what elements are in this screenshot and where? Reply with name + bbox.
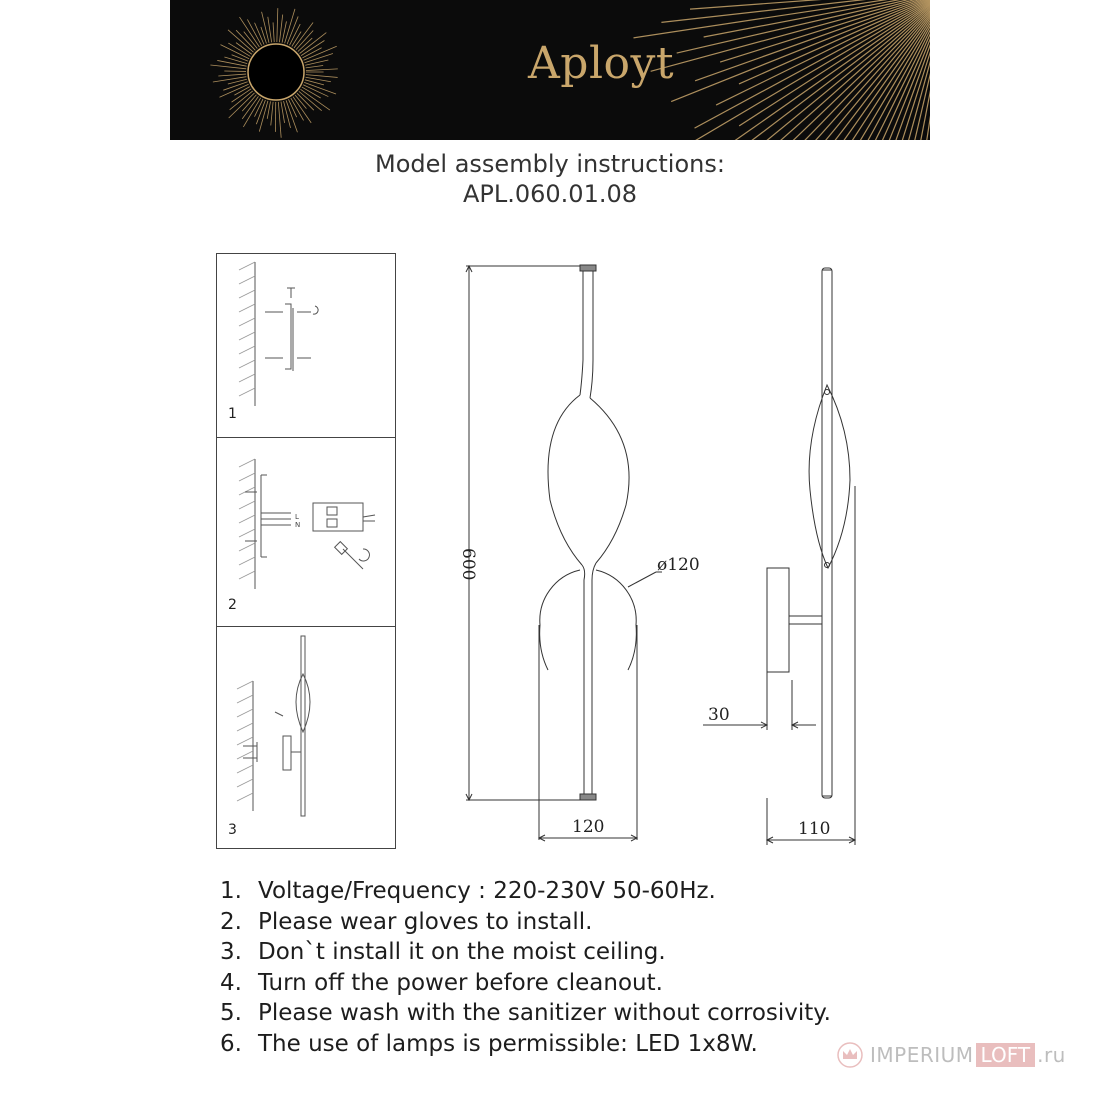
step-3-illustration <box>217 626 395 848</box>
list-item <box>220 937 831 968</box>
note-text: Turn off the power before cleanout. <box>258 969 663 996</box>
notes-list <box>220 876 831 1059</box>
header-banner <box>170 0 930 140</box>
diameter-label: ø120 <box>657 555 700 575</box>
watermark-text: IMPERIUM <box>870 1043 974 1067</box>
note-text: Please wash with the sanitizer without corrosivity. <box>258 1000 831 1026</box>
step-1-illustration <box>217 254 395 437</box>
watermark-domain: .ru <box>1037 1043 1066 1067</box>
note-number: 4. <box>220 969 242 996</box>
wiring-label-neutral: N <box>295 521 301 529</box>
depth-label: 30 <box>708 705 730 725</box>
list-item <box>220 907 831 938</box>
list-item <box>220 1029 831 1060</box>
step-number: 2 <box>228 597 237 613</box>
dimension-drawing <box>430 250 880 850</box>
step-number: 3 <box>228 822 237 838</box>
crown-logo-icon <box>830 1040 870 1070</box>
list-item <box>220 998 831 1029</box>
note-number: 5. <box>220 1000 242 1026</box>
brand-logo-text: Aployt <box>528 38 675 89</box>
list-item <box>220 876 831 907</box>
step-number: 1 <box>228 406 237 422</box>
note-number: 6. <box>220 1030 242 1057</box>
note-text: The use of lamps is permissible: LED 1x8W. <box>258 1030 758 1057</box>
step-panel-1 <box>217 254 395 438</box>
assembly-steps-panel <box>216 253 396 849</box>
front-width-label: 120 <box>572 817 605 837</box>
list-item <box>220 968 831 999</box>
step-2-illustration <box>217 437 395 626</box>
note-text: Please wear gloves to install. <box>258 908 593 935</box>
watermark <box>830 1040 1066 1070</box>
wiring-label-live: L <box>295 513 299 521</box>
step-panel-2 <box>217 437 395 627</box>
note-number: 3. <box>220 939 242 965</box>
watermark-highlight: LOFT <box>976 1043 1036 1067</box>
document-title: Model assembly instructions: <box>375 150 725 178</box>
model-number: APL.060.01.08 <box>462 180 638 208</box>
side-width-label: 110 <box>798 819 831 839</box>
step-panel-3 <box>217 626 395 848</box>
note-number: 2. <box>220 908 242 935</box>
note-text: Voltage/Frequency : 220-230V 50-60Hz. <box>258 878 716 904</box>
note-text: Don`t install it on the moist ceiling. <box>258 939 666 965</box>
height-label: 600 <box>458 548 478 581</box>
note-number: 1. <box>220 878 242 904</box>
